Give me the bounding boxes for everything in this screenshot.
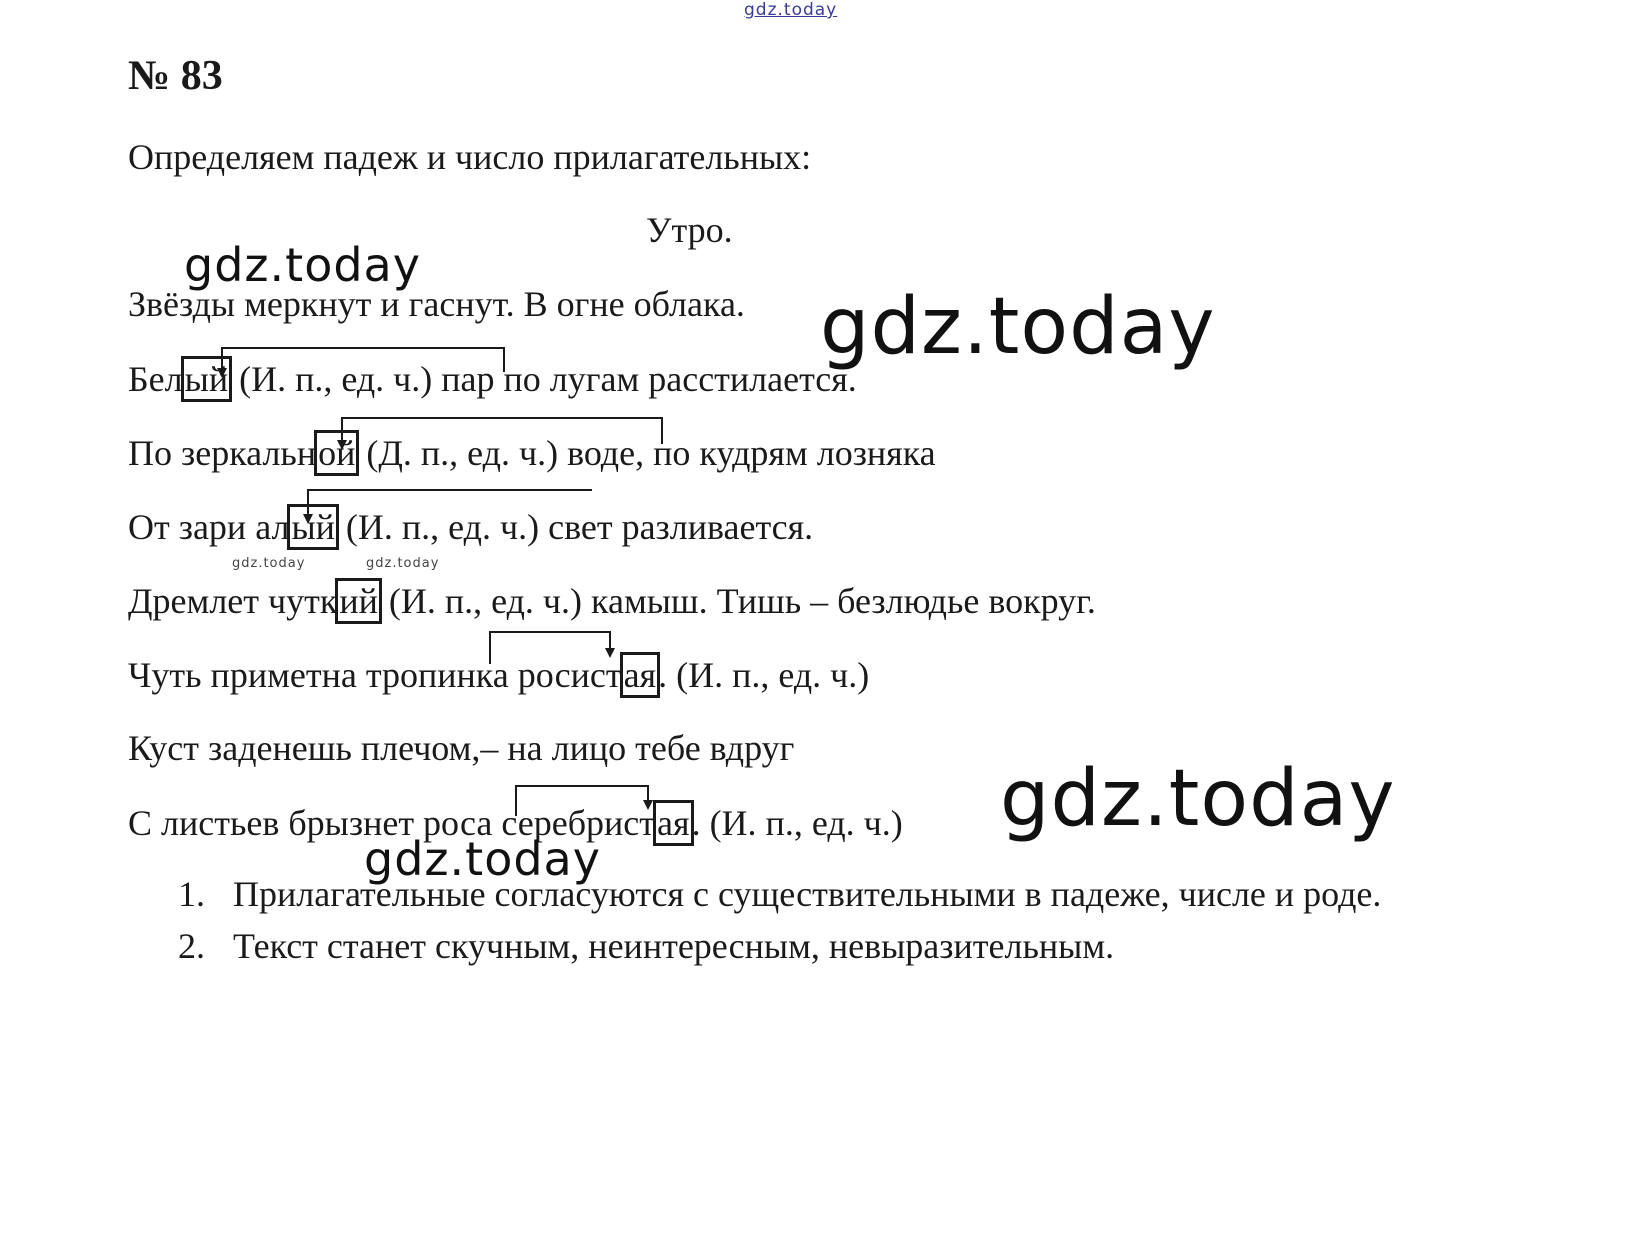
word-stem: От зари ал	[128, 507, 290, 547]
exercise-number: № 83	[128, 53, 223, 99]
grammar-note: (И. п., ед. ч.) пар по лугам расстилается.	[230, 359, 857, 399]
word-stem: Дремлет чутк	[128, 581, 338, 621]
grammar-note: (И. п., ед. ч.) камыш. Тишь – безлюдье вокруг.	[379, 581, 1096, 621]
grammar-note: . (И. п., ед. ч.)	[658, 655, 870, 695]
poem-line-5	[128, 578, 1096, 624]
poem-title: Утро.	[646, 210, 733, 250]
ending-box: ий	[335, 578, 382, 624]
answer-number: 2.	[178, 926, 205, 966]
poem-line-4	[128, 504, 813, 550]
grammar-note: (И. п., ед. ч.) свет разливается.	[336, 507, 814, 547]
watermark-1: gdz.today	[184, 238, 421, 292]
ending-box: ая	[620, 652, 661, 698]
watermark-3: gdz.today	[232, 556, 306, 571]
poem-line-3	[128, 430, 936, 476]
grammar-note: (Д. п., ед. ч.) воде, по кудрям лозняка	[357, 433, 936, 473]
answer-item-1	[178, 868, 1488, 920]
word-stem: Бел	[128, 359, 183, 399]
word-stem: С листьев брызнет роса серебрист	[128, 803, 656, 843]
intro-text: Определяем падеж и число прилагательных:	[128, 137, 812, 177]
answer-text: Текст станет скучным, неинтересным, невыразительным.	[233, 926, 1115, 966]
watermark-5: gdz.today	[1000, 754, 1396, 844]
watermark-4: gdz.today	[366, 556, 440, 571]
ending-box: ый	[181, 356, 232, 402]
poem-line-6	[128, 652, 869, 698]
poem-line-1: Звёзды меркнут и гаснут. В огне облака.	[128, 284, 745, 324]
watermark-2: gdz.today	[820, 282, 1216, 372]
answer-item-2	[178, 920, 1488, 972]
poem-line-7: Куст заденешь плечом,– на лицо тебе вдруг	[128, 728, 795, 768]
word-stem: Чуть приметна тропинка росист	[128, 655, 622, 695]
watermark-6: gdz.today	[364, 832, 601, 886]
watermark-top[interactable]: gdz.today	[744, 0, 838, 20]
ending-box: ой	[314, 430, 359, 476]
answers-list	[178, 868, 1488, 972]
ending-box: ый	[287, 504, 338, 550]
poem-line-2	[128, 356, 857, 402]
answer-number: 1.	[178, 874, 205, 914]
word-stem: По зеркальн	[128, 433, 317, 473]
grammar-note: . (И. п., ед. ч.)	[691, 803, 903, 843]
answer-text: Прилагательные согласуются с существительными в падеже, числе и роде.	[233, 874, 1382, 914]
ending-box: ая	[653, 800, 694, 846]
